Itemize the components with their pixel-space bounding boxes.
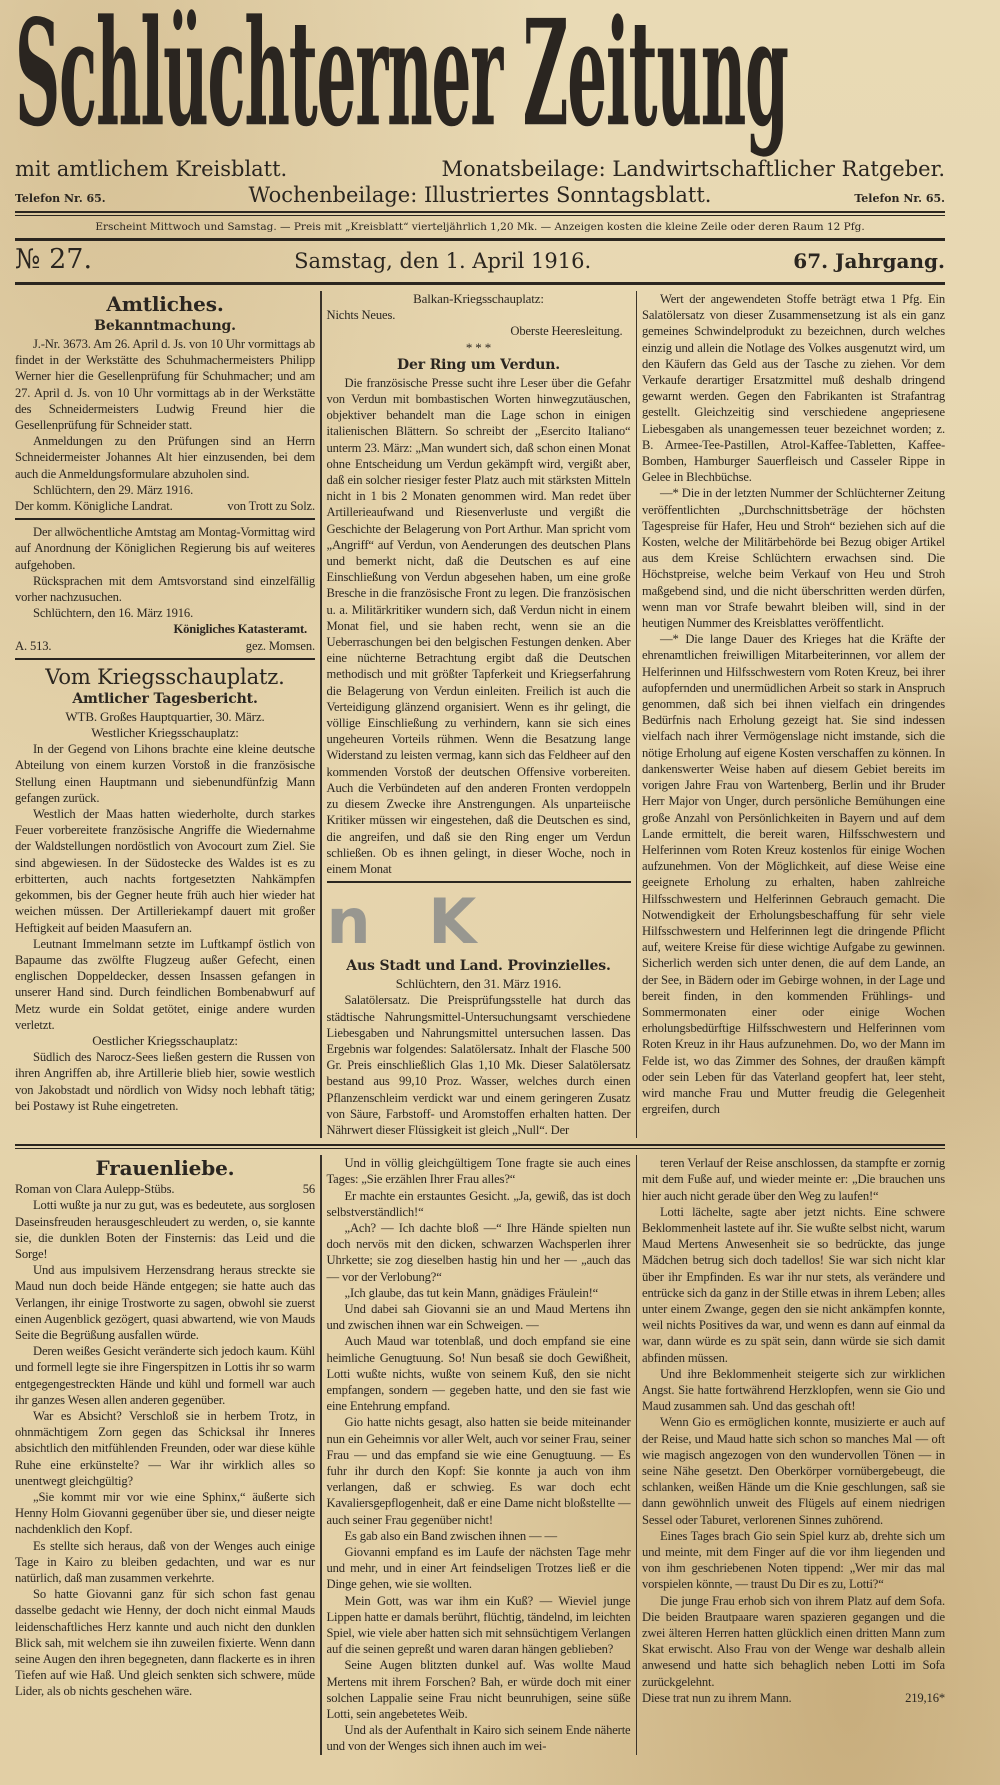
row-text: von Trott zu Solz. bbox=[227, 499, 315, 514]
phone-right: Telefon Nr. 65. bbox=[854, 192, 945, 205]
paragraph: „Sie kommt mir vor wie eine Sphinx,“ äußerte sich Henny Holm Giovanni gegenüber über sie, und dieser neigte nachdenklich den Kopf. bbox=[15, 1490, 315, 1537]
paragraph: Der allwöchentliche Amtstag am Montag-Vormittag wird auf Anordnung der Königlichen Regierung bis auf weiteres aufgehoben. bbox=[15, 525, 315, 572]
divider bbox=[15, 238, 945, 241]
centered-line: WTB. Großes Hauptquartier, 30. März. bbox=[65, 708, 265, 724]
paragraph: Gio hatte nichts gesagt, also hatten sie beide miteinander nun ein Geheimnis vor aller Welt, auch vor seiner Frau, seiner Frau — und das empfand sie wie eine Genugtuung. — Es fuhr ihr durch den Kopf: Sie konnte ja auch von ihm verlangen, daß er schwieg. Es war doch echt Kavaliersgepflogenheit, daß er eine Dame nicht bloßstellte — auch seiner Frau gegenüber nicht! bbox=[326, 1415, 631, 1527]
text-row bbox=[642, 1690, 945, 1706]
paragraph: Giovanni empfand es im Laufe der nächsten Tage mehr und mehr, und in einer Art feindseligen Trotzes ließ er die Dinge gehen, wie sie wollten. bbox=[326, 1545, 631, 1592]
top-section bbox=[15, 291, 945, 1138]
paragraph: —* Die lange Dauer des Krieges hat die Kräfte der ehrenamtlichen freiwilligen Mitarbeiterinnen, vor allem der Helferinnen und Hilfsschwestern vom Roten Kreuz, bei ihrer aufopfernden und unermüdlichen Arbeit so stark in Anspruch genommen, daß sich bei ihnen vielfach ein dringendes Bedürfnis nach Erholung gezeigt hat. Sie sind indessen vielfach nach ihrer Vermögenslage nicht imstande, sich die nötige Erholung auf eigene Kosten verschaffen zu können. In dankenswerter Weise haben auf diesem Gebiet bereits im vorigen Jahre Frau von Wartenberg, Berlin und ihr Bruder Herr Major von Unger, durch persönliche Bemühungen eine große Anzahl von Persönlichkeiten in Bayern und auf dem Lande ermittelt, die bereit waren, Hilfsschwestern und Helferinnen vom Roten Kreuz kostenlos für einige Wochen aufzunehmen. Von der Möglichkeit, auf diese Weise eine geeignete Erholung zu erhalten, haben zahlreiche Hilfsschwestern und Helferinnen Gebrauch gemacht. Die Notwendigkeit der Erholungsbeschaffung für sehr viele Hilfsschwestern und Helferinnen legt die dringende Pflicht auf, weitere Kreise für diese wichtige Aufgabe zu gewinnen. Sicherlich werden sich unter denen, die auf dem Lande, an der See, in Bädern oder im Gebirge wohnen, in der Lage und bereit finden, in den kommenden Frühlings- und Sommermonaten einer oder einige Wochen erholungsbedürftige Hilfsschwestern und Helferinnen vom Roten Kreuz in ihr Haus aufzunehmen. Do, wo der Mann im Felde ist, wo das Zimmer des Sohnes, der draußen kämpft oder sein Leben für das Vaterland geopfert hat, leer steht, wird manche Frau und Mutter freudig die Gelegenheit ergreifen, durch bbox=[642, 632, 945, 1117]
centered-line: Balkan-Kriegsschauplatz: bbox=[413, 291, 544, 306]
column-feuilleton-2 bbox=[327, 1155, 631, 1755]
phone-left: Telefon Nr. 65. bbox=[15, 192, 106, 205]
divider bbox=[15, 1148, 945, 1149]
signature-line: Königliches Katasteramt. bbox=[173, 622, 307, 637]
paragraph: War es Absicht? Verschloß sie in herbem Trotz, in ohnmächtigem Zorn gegen das Schicksal ihr Inneres absichtlich den mitfühlenden Freunden, oder war diese kühle Ruhe eine erkünstelte? — War ihr wirklich alles so unentwegt gleichgültig? bbox=[15, 1408, 315, 1488]
text-row bbox=[15, 638, 315, 654]
publication-info: Erscheint Mittwoch und Samstag. — Preis mit „Kreisblatt“ vierteljährlich 1,20 Mk. — Anzeigen kosten die kleine Zeile oder deren Raum 12 Pfg. bbox=[95, 221, 865, 233]
paragraph: —* Die in der letzten Nummer der Schlüchterner Zeitung veröffentlichten „Durchschnittsbeträge der höchsten Tagespreise für Hafer, Heu und Stroh“ beziehen sich auf die Kosten, welche der Militärbehörde bei Bezug obiger Artikel aus dem Kreise Schlüchtern erwachsen sind. Die Höchstpreise, welche beim Verkauf von Heu und Stroh maßgebend sind, und die nicht überschritten werden dürfen, wenn man vor Strafe bewahrt bleiben will, sind in der heutigen Nummer des Kreisblattes veröffentlicht. bbox=[642, 486, 945, 631]
paragraph: Mein Gott, was war ihm ein Kuß? — Wieviel junge Lippen hatte er damals berührt, flüchtig, tändelnd, im leichten Spiel, wie viele aber hatten sich mit sehnsüchtigem Verlangen auf die seinen gepreßt und waren daran hängen geblieben? bbox=[326, 1593, 631, 1657]
paragraph: Und als der Aufenthalt in Kairo sich seinem Ende näherte und von der Wenges sich ihnen auch im wei- bbox=[326, 1723, 631, 1754]
section-subtitle: Amtlicher Tagesbericht. bbox=[72, 690, 258, 707]
paragraph: „Ich glaube, das tut kein Mann, gnädiges Fräulein!“ bbox=[344, 1285, 599, 1300]
masthead bbox=[15, 0, 945, 160]
subtitle-kreisblatt: mit amtlichem Kreisblatt. bbox=[15, 157, 288, 181]
paragraph: Schlüchtern, den 29. März 1916. bbox=[33, 482, 194, 497]
signature-line: Oberste Heeresleitung. bbox=[510, 324, 623, 339]
divider bbox=[15, 658, 315, 660]
paragraph: Es stellte sich heraus, daß von der Wenges auch einige Tage in Kairo zu bleiben gedachten, und war es nur natürlich, daß man zusammen verkehrte. bbox=[15, 1538, 315, 1586]
paragraph: Wert der angewendeten Stoffe beträgt etwa 1 Pfg. Ein Salatölersatz von dieser Zusammensetzung ist als ein ganz gemeines Schwindelprodukt zu bezeichnen, durch welches einzig und allein die Notlage des Volkes ausgenutzt wird, um den Käufern das Geld aus der Tasche zu ziehen. Vor dem Verkaufe derartiger Ersatzmittel muß deshalb dringend gewarnt werden. Gegen den Fabrikanten ist Strafantrag gestellt. Gleichzeitig sind verschiedene angepriesene Liebesgaben als unangemessen teuer bezeichnet worden; z. B. Armee-Tee-Pastillen, Atrol-Kaffee-Tabletten, Kaffee-Bomben, Hamburger Sauerfleisch und Casseler Rippe in Gelee in Blechbüchse. bbox=[642, 292, 945, 485]
masthead-row-2 bbox=[15, 182, 945, 208]
paragraph: Wenn Gio es ermöglichen konnte, musizierte er auch auf der Reise, und Maud hatte sich schon so manches Mal — oft wie magisch angezogen von den wundervollen Tönen — in seine Nähe gesetzt. Den Oberkörper vornübergebeugt, die schlanken, weißen Hände um die Knie geschlungen, saß sie dann gewöhnlich unweit des Flügels auf einem niedrigen Sessel oder Taburet, verlorenen Sinnes zuhörend. bbox=[642, 1415, 945, 1527]
paragraph: Er machte ein erstauntes Gesicht. „Ja, gewiß, das ist doch selbstverständlich!“ bbox=[326, 1188, 631, 1219]
divider bbox=[15, 282, 945, 285]
divider bbox=[15, 518, 315, 520]
column-feuilleton-1 bbox=[15, 1155, 315, 1755]
centered-line: Oestlicher Kriegsschauplatz: bbox=[92, 1032, 238, 1048]
paragraph: teren Verlauf der Reise anschlossen, da stampfte er zornig mit dem Fuße auf, und wieder meinte er: „Die brauchen uns hier auch nicht gerade über den Weg zu laufen!“ bbox=[642, 1156, 945, 1203]
section-subtitle: Aus Stadt und Land. Provinzielles. bbox=[346, 958, 611, 975]
paragraph: J.-Nr. 3673. Am 26. April d. Js. von 10 Uhr vormittags ab findet in der Werkstätte des Schuhmachermeisters Philipp Werner hier die Gesellenprüfung für Schuhmacher; und am 27. April d. Js. von 10 Uhr vormittags ab in der Werkstätte des Schneidermeisters Ludwig Freund hier die Gesellenprüfung für Schneider statt. bbox=[15, 337, 315, 433]
centered-line: Westlicher Kriegsschauplatz: bbox=[91, 725, 239, 741]
centered-line: * * * bbox=[465, 339, 492, 355]
issue-number: № 27. bbox=[15, 244, 93, 275]
paragraph: Seine Augen blitzten dunkel auf. Was wollte Maud Mertens mit ihrem Forschen? Bah, er würde doch mit einer solchen Lappalie seine Frau nicht beunruhigen, seine süße Lotti, sein angebetetes Weib. bbox=[326, 1658, 631, 1722]
paragraph: Die junge Frau erhob sich von ihrem Platz auf dem Sofa. Die beiden Brautpaare waren spazieren gegangen und die zwei älteren Herren hatten glücklich einen dritten Mann zum Skat erwischt. Also Frau von der Wenge war deshalb allein anwesend und hatte sich behaglich neben Lotti im Sofa zurückgelehnt. bbox=[642, 1593, 945, 1689]
text-row bbox=[15, 498, 315, 514]
paragraph: Und aus impulsivem Herzensdrang heraus streckte sie Maud nun doch beide Hände entgegen; sie hatte auch das Verlangen, ihr einige Trostworte zu sagen, obwohl sie zuerst einen Augenblick gezögert, quasi abwartend, wie von Mauds Seite die Begrüßung ausfallen würde. bbox=[15, 1263, 315, 1342]
paragraph: Schlüchtern, den 16. März 1916. bbox=[33, 606, 194, 621]
paragraph: In der Gegend von Lihons brachte eine kleine deutsche Abteilung von einem kurzen Vorstoß in die französische Stellung einen Hauptmann und siebenundfünfzig Mann gefangen zurück. bbox=[15, 742, 315, 805]
issue-date: Samstag, den 1. April 1916. bbox=[294, 249, 592, 273]
divider bbox=[15, 211, 945, 213]
column-rule bbox=[320, 291, 322, 1138]
paragraph: Lotti lächelte, sagte aber jetzt nichts. Eine schwere Beklommenheit lastete auf ihr. Sie wußte selbst nicht, warum Maud Mertens Anwesenheit sie so bedrückte, das junge Mädchen betrug sich doch tadellos! Sie war sich nicht klar über ihr Empfinden. Es war ihr nur stets, als verändere und entrücke sich da ganz in der Stille etwas in ihrem Leben; alles unter einem Zwange, gegen den sie nicht ankämpfen konnte, weil nichts Positives da war, und wenn es dann auf einmal da war, dann würde es zu spät sein, dann würde sie sich damit abfinden müssen. bbox=[642, 1204, 945, 1365]
paragraph: Es gab also ein Band zwischen ihnen — — bbox=[344, 1528, 557, 1543]
section-title: Vom Kriegsschauplatz. bbox=[45, 664, 285, 689]
column-amtliches bbox=[15, 291, 315, 1138]
paragraph: Eines Tages brach Gio sein Spiel kurz ab, drehte sich um und meinte, mit dem Finger auf die vor ihm liegenden und von ihm geschriebenen Noten tippend: „Wer mir das mal vorspielen könnte, — traust Du Dir es zu, Lotti?“ bbox=[642, 1528, 945, 1592]
row-text: gez. Momsen. bbox=[245, 638, 315, 653]
subtitle-wochenbeilage: Wochenbeilage: Illustriertes Sonntagsblatt. bbox=[248, 183, 712, 207]
column-verdun bbox=[327, 291, 631, 1138]
paragraph: Anmeldungen zu den Prüfungen sind an Herrn Schneidermeister Johannes Alt hier einzusenden, bei dem auch die Anmeldungsformulare abzuholen sind. bbox=[15, 434, 315, 481]
section-subtitle: Bekanntmachung. bbox=[94, 318, 236, 334]
paragraph: Salatölersatz. Die Preisprüfungsstelle hat durch das städtische Nahrungsmittel-Untersuchungsamt verschiedene Liebesgaben und Nahrungsmittel untersuchen lassen. Das Ergebnis war folgendes: Salatölersatz. Inhalt der Flasche 500 Gr. Preis einschließlich Glas 1,10 Mk. Dieser Salatölersatz bestand aus 99,10 Proz. Wasser, welches durch einen Pflanzenschleim verdickt war und einem geringeren Zusatz von Säure, Farbstoff- und Aromstoffen erhalten hatten. Der Nährwert dieser Flüssigkeit ist gleich „Null“. Der bbox=[326, 993, 631, 1137]
paragraph: „Ach? — Ich dachte bloß —“ Ihre Hände spielten nun doch nervös mit den dicken, schwarzen Wachsperlen ihrer Uhrkette; sie zog dieselben hastig hin und her — „auch das — vor der Verlobung?“ bbox=[326, 1220, 631, 1284]
text-line: Nichts Neues. bbox=[326, 308, 396, 323]
paragraph: Deren weißes Gesicht veränderte sich jedoch kaum. Kühl und formell legte sie ihre Fingerspitzen in Lottis ihr so warm entgegengestreckten Hände und kühl und formell war auch ihr ganzes Wesen allen anderen gegenüber. bbox=[15, 1344, 315, 1407]
column-local-news bbox=[642, 291, 945, 1138]
paragraph: Und dabei sah Giovanni sie an und Maud Mertens ihn und zwischen ihnen war ein Schweigen. — bbox=[326, 1301, 631, 1333]
paragraph: Die französische Presse sucht ihre Leser über die Gefahr von Verdun mit bombastischen Worten hinwegzutäuschen, objektiver behandelt man die Lage schon in einigen italienischen Blättern. So schreibt der „Esercito Italiano“ unterm 23. März: „Man wundert sich, daß schon einen Monat ohne Entscheidung um Verdun gekämpft wird, vergißt aber, daß ein solcher riesiger fester Platz auch mit stärksten Mitteln nicht in 1 bis 2 Monaten genommen wird. Man redet über Artillerieaufwand und Riesenverluste und vergißt die Geschichte der Belagerung von Port Arthur. Man spricht vom „Angriff“ auf Verdun, von Aenderungen des deutschen Plans und bemerkt nicht, daß die Deutschen es auf eine Einschließung von Verdun abgesehen haben, um eine große Bresche in die französische Front zu legen. Die französischen u. a. Militärkritiker wundern sich, daß Verdun nicht in einem Monat fiel, und sie haben recht, wenn sie an die Ueberraschungen bei den belgischen Festungen denken. Aber eine nüchterne Betrachtung ergibt daß die Deutschen methodisch und mit größter Tapferkeit und Kriegserfahrung die Belagerung von Verdun einleiten. Freilich ist auch die Verteidigung glänzend organisiert. Wenn es ihr gelingt, die völlige Einschließung zu verhindern, kann sie sich eines ungeheuren Vorteils rühmen. Wenn die Besatzung lange Widerstand zu leisten vermag, kann sich das Feldheer auf den kommenden Vorstoß der deutschen Offensive vorbereiten. Auch die Verbündeten auf den anderen Fronten verdoppeln zu diesem Zwecke ihre Anstrengungen. Als unparteiische Kritiker müssen wir eingestehen, daß die Deutschen es sind, die angreifen, und daß sie den Ring enger um Verdun schließen. Ob es ihnen gelingt, in dieser Woche, noch in einem Monat bbox=[326, 375, 631, 876]
volume: 67. Jahrgang. bbox=[793, 249, 945, 273]
paragraph: Leutnant Immelmann setzte im Luftkampf östlich von Bapaume das zwölfte Flugzeug außer Gefecht, einen englischen Doppeldecker, dessen Insassen gefangen in unserer Hand sind. Durch feindlichen Bombenabwurf auf Metz wurde ein Soldat getötet, einige andere wurden verletzt. bbox=[15, 936, 315, 1032]
newspaper-title: Schlüchterner Zeitung bbox=[15, 0, 788, 160]
row-text: A. 513. bbox=[15, 638, 52, 653]
row-text: Roman von Clara Aulepp-Stübs. bbox=[15, 1182, 175, 1197]
paragraph: Lotti wußte ja nur zu gut, was es bedeutete, aus sorglosen Daseinsfreuden herausgeschleudert zu werden, o, sie kannte sie, die dunklen Boten der Finsternis: das Leid und die Sorge! bbox=[15, 1198, 315, 1261]
column-rule bbox=[636, 291, 638, 1138]
column-rule bbox=[636, 1155, 638, 1755]
paragraph: Auch Maud war totenblaß, und doch empfand sie eine heimliche Genugtuung. So! Nun besaß sie doch Gewißheit, Lotti wußte nichts, wußte von seinem Kuß, den sie nicht empfangen, sondern — gegeben hatte, und den sie fast wie eine Entehrung empfand. bbox=[326, 1334, 631, 1414]
bottom-section bbox=[15, 1155, 945, 1755]
paragraph: Südlich des Narocz-Sees ließen gestern die Russen von ihren Angriffen ab, ihre Artillerie blieb hier, sowie westlich von Jakobstadt und nördlich von Widsy noch lebhaft tätig; bei Postawy ist Ruhe eingetreten. bbox=[15, 1050, 315, 1113]
paragraph: Und ihre Beklommenheit steigerte sich zur wirklichen Angst. Sie hatte fortwährend Herzklopfen, wenn sie Gio und Maud zusammen sah. Und das geschah oft! bbox=[642, 1366, 945, 1414]
centered-line: Schlüchtern, den 31. März 1916. bbox=[395, 976, 562, 992]
divider bbox=[327, 881, 631, 883]
paragraph: Und in völlig gleichgültigem Tone fragte sie auch eines Tages: „Sie erzählen Ihrer Frau alles?“ bbox=[326, 1156, 631, 1187]
section-title: Amtliches. bbox=[106, 292, 224, 316]
paragraph: Rücksprachen mit dem Amtsvorstand sind einzelfällig vorher nachzusuchen. bbox=[15, 573, 315, 605]
column-rule bbox=[320, 1155, 322, 1755]
masthead-row-1 bbox=[15, 156, 945, 182]
column-feuilleton-3 bbox=[642, 1155, 945, 1755]
divider bbox=[15, 1144, 945, 1146]
row-text: 56 bbox=[302, 1182, 315, 1197]
paragraph: So hatte Giovanni ganz für sich schon fast genau dasselbe gedacht wie Henny, der doch nicht einmal Mauds leidenschaftliches Herz kannte und auch nicht den dunklen Blick sah, mit welchem sie ihn zuweilen fixierte. Wenn dann seine Augen den ihren begegneten, dann flackerte es in ihren Tiefen auf wie Haß. Und gleich senkten sich schwere, müde Lider, als ob nichts geschehen wäre. bbox=[15, 1587, 315, 1699]
section-title: Frauenliebe. bbox=[95, 1156, 235, 1181]
divider bbox=[15, 215, 945, 216]
row-text: Der komm. Königliche Landrat. bbox=[15, 499, 173, 514]
section-subtitle: Der Ring um Verdun. bbox=[397, 356, 560, 373]
library-stamp: n K bbox=[326, 885, 495, 959]
subtitle-monatsbeilage: Monatsbeilage: Landwirtschaftlicher Ratgeber. bbox=[441, 157, 945, 181]
paragraph: Westlich der Maas hatten wiederholte, durch starkes Feuer vorbereitete französische Angriffe die Wiedernahme der Waldstellungen nordöstlich von Avocourt zum Ziel. Sie sind abgewiesen. In der Südostecke des Waldes ist es zu erbitterten, auch nachts fortgesetzten Nahkämpfen gekommen, bis der Gegner heute früh auch hier wieder hat weichen müssen. Der Artilleriekampf dauert mit großer Heftigkeit auf beiden Maasufern an. bbox=[15, 807, 315, 935]
row-text: Diese trat nun zu ihrem Mann. bbox=[642, 1690, 792, 1705]
issue-row bbox=[15, 244, 945, 277]
row-text: 219,16* bbox=[905, 1690, 945, 1705]
text-row bbox=[15, 1181, 315, 1197]
